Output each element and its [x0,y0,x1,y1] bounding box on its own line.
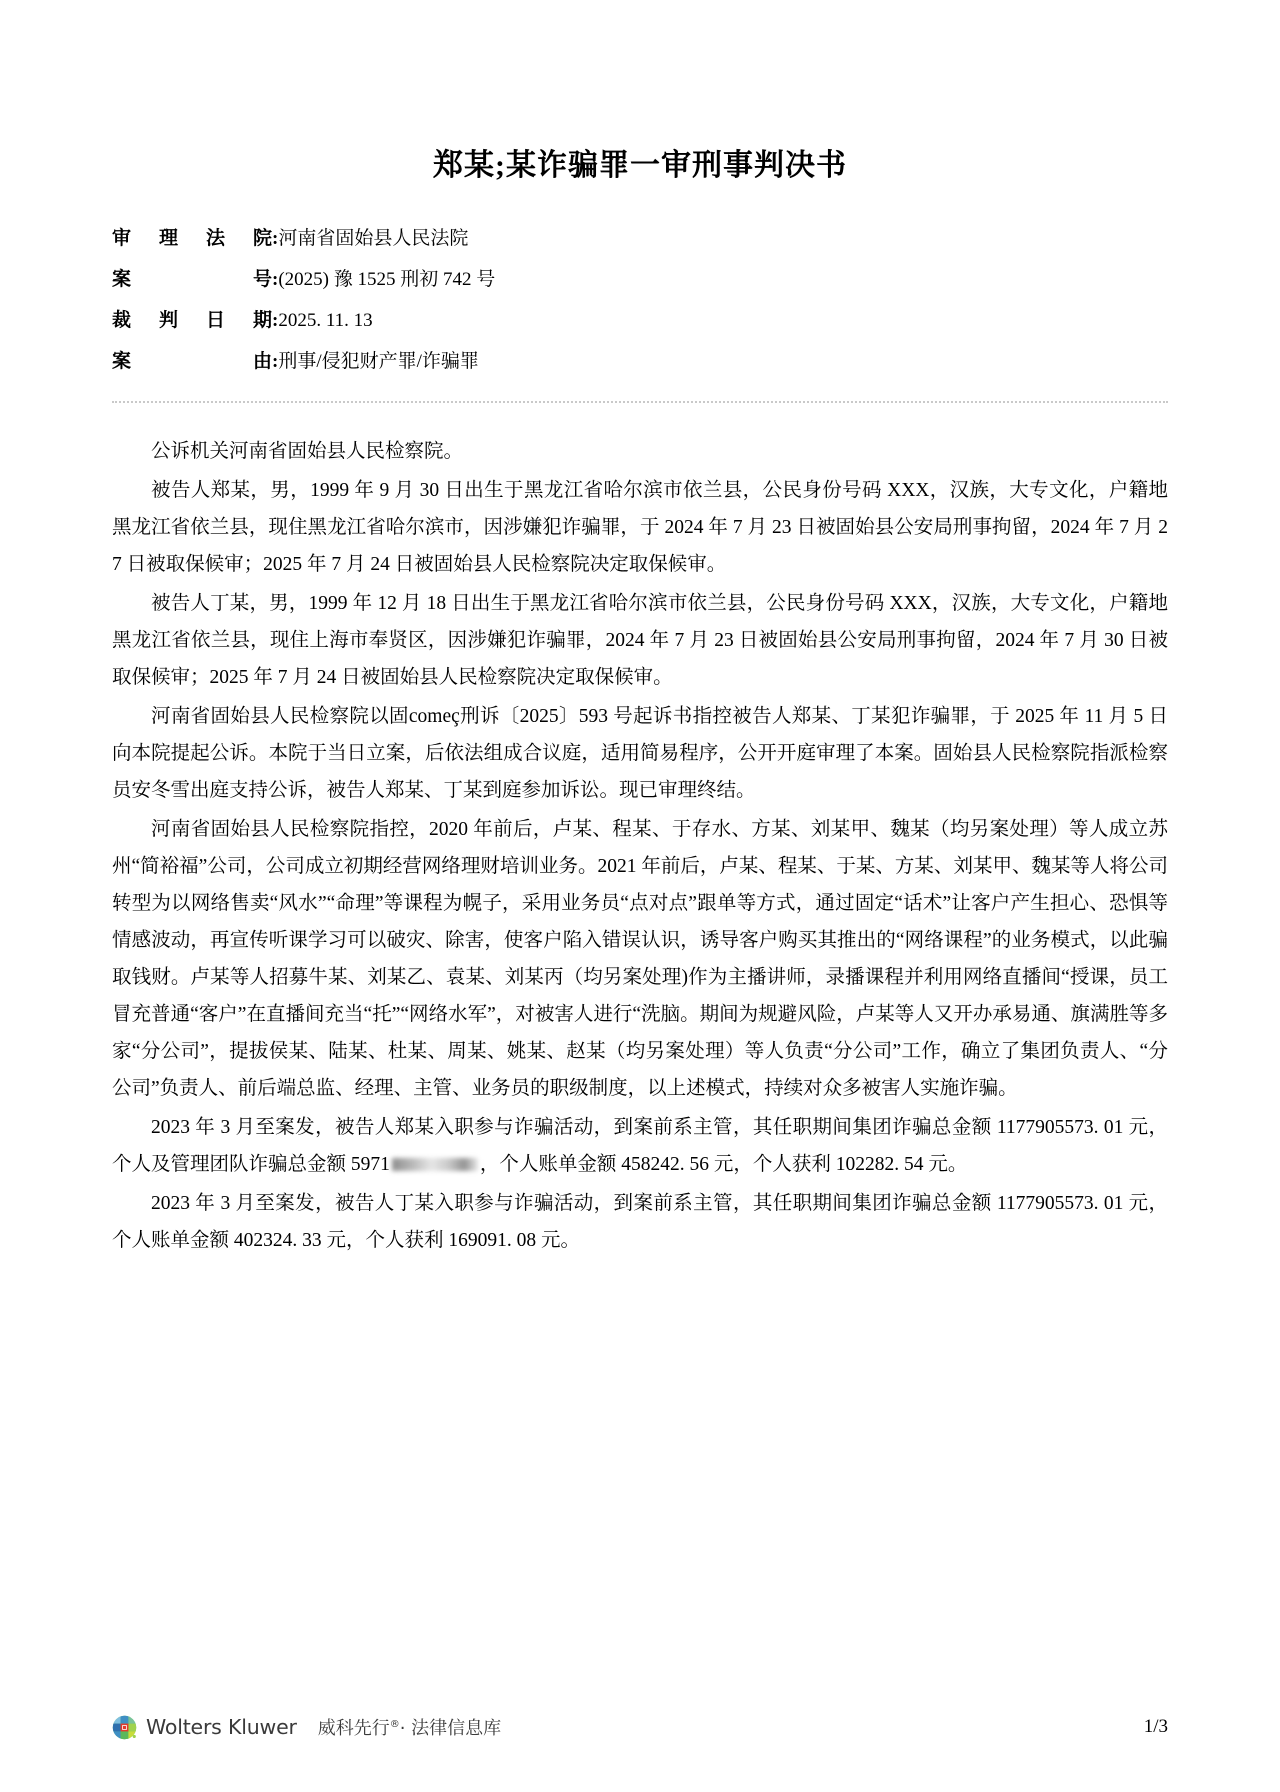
page-title: 郑某;某诈骗罪一审刑事判决书 [433,149,847,182]
metadata-row-judgment-date [112,311,1168,330]
metadata-label-judgment-date: 裁 判 日 期 [112,310,272,331]
metadata-colon: : [272,351,279,372]
metadata-label-cause-of-action: 案 由 [112,351,272,372]
brand-chinese-suffix: · 法律信息库 [399,1718,502,1739]
metadata-row-cause-of-action [112,352,1168,371]
paragraph-zheng-amounts [112,1109,1168,1183]
metadata-row-court [112,229,1168,248]
metadata-label-court: 审 理 法 院 [112,228,272,249]
zheng-amounts-after: ，个人账单金额 458242. 56 元，个人获利 102282. 54 元。 [479,1154,968,1175]
paragraph-scheme-description: 河南省固始县人民检察院指控，2020 年前后，卢某、程某、于存水、方某、刘某甲、魏某（均另案处理）等人成立苏州“简裕福”公司，公司成立初期经营网络理财培训业务。2021 年前后，卢某、程某、于某、方某、刘某甲、魏某等人将公司转型为以网络售卖“风水”“命理”等课程为幌子，采用业务员“点对点”跟单等方式，通过固定“话术”让客户产生担心、恐惧等情感波动，再宣传听课学习可以破灾、除害，使客户陷入错误认识，诱导客户购买其推出的“网络课程”的业务模式，以此骗取钱财。卢某等人招募牛某、刘某乙、袁某、刘某丙（均另案处理)作为主播讲师，录播课程并利用网络直播间“授课，员工冒充普通“客户”在直播间充当“托”“网络水军”，对被害人进行“洗脑。期间为规避风险，卢某等人又开办承易通、旗满胜等多家“分公司”，提拔侯某、陆某、杜某、周某、姚某、赵某（均另案处理）等人负责“分公司”工作，确立了集团负责人、“分公司”负责人、前后端总监、经理、主管、业务员的职级制度，以上述模式，持续对众多被害人实施诈骗。 [112,819,1168,1099]
paragraph-defendant-zheng: 被告人郑某，男，1999 年 9 月 30 日出生于黑龙江省哈尔滨市依兰县，公民身份号码 XXX，汉族，大专文化，户籍地黑龙江省依兰县，现住黑龙江省哈尔滨市，因涉嫌犯诈骗罪，于 2024 年 7 月 23 日被固始县公安局刑事拘留，2024 年 7 月 27 日被取保候审；2025 年 7 月 24 日被固始县人民检察院决定取保候审。 [112,480,1168,575]
judgment-body [0,403,1280,1259]
metadata-value-cause-of-action: 刑事/侵犯财产罪/诈骗罪 [278,351,479,372]
brand-chinese-text: 威科先行 [317,1718,390,1739]
zheng-amounts-before: 2023 年 3 月至案发，被告人郑某入职参与诈骗活动，到案前系主管，其任职期间集团诈骗总金额 1177905573. 01 元，个人及管理团队诈骗总金额 5971 [112,1117,1168,1175]
metadata-colon: : [272,269,279,290]
redacted-amount-mask [392,1158,478,1171]
metadata-value-judgment-date: 2025. 11. 13 [278,310,373,331]
brand-wolters-kluwer [112,1714,501,1740]
metadata-colon: : [272,228,279,249]
page-footer [0,1714,1280,1740]
wolters-kluwer-logo-icon [112,1715,137,1740]
metadata-value-case-number: (2025) 豫 1525 刑初 742 号 [278,269,496,290]
brand-name-label: Wolters Kluwer [146,1715,297,1739]
metadata-row-case-number [112,270,1168,289]
paragraph-ding-amounts: 2023 年 3 月至案发，被告人丁某入职参与诈骗活动，到案前系主管，其任职期间集团诈骗总金额 1177905573. 01 元，个人账单金额 402324. 33 元，个人获利 169091. 08 元。 [112,1193,1168,1251]
metadata-value-court: 河南省固始县人民法院 [278,228,469,249]
brand-chinese-label [318,1714,501,1740]
registered-mark: ® [389,1719,400,1730]
metadata-label-case-number: 案 号 [112,269,272,290]
paragraph-defendant-ding: 被告人丁某，男，1999 年 12 月 18 日出生于黑龙江省哈尔滨市依兰县，公民身份号码 XXX，汉族，大专文化，户籍地黑龙江省依兰县，现住上海市奉贤区，因涉嫌犯诈骗罪，2024 年 7 月 23 日被固始县公安局刑事拘留，2024 年 7 月 30 日被取保候审；2025 年 7 月 24 日被固始县人民检察院决定取保候审。 [112,593,1168,688]
case-metadata [0,229,1280,371]
metadata-colon: : [272,310,279,331]
paragraph-prosecuting-organ: 公诉机关河南省固始县人民检察院。 [151,441,464,462]
paragraph-indictment-filing: 河南省固始县人民检察院以固começ刑诉〔2025〕593 号起诉书指控被告人郑某、丁某犯诈骗罪，于 2025 年 11 月 5 日向本院提起公诉。本院于当日立案，后依法组成合议庭，适用简易程序，公开开庭审理了本案。固始县人民检察院指派检察员安冬雪出庭支持公诉，被告人郑某、丁某到庭参加诉讼。现已审理终结。 [112,706,1168,801]
page-number: 1/3 [1143,1716,1168,1737]
